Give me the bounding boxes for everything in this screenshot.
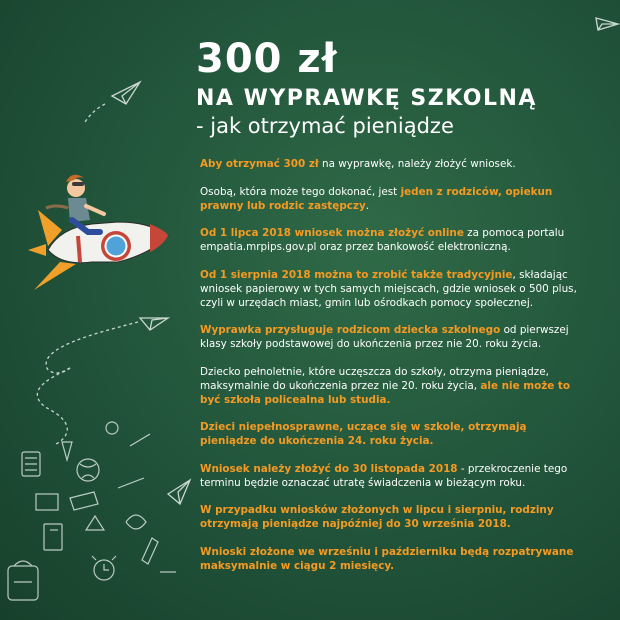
title-subject: NA WYPRAWKĘ SZKOLNĄ <box>196 86 537 111</box>
paragraph-1: Aby otrzymać 300 zł na wyprawkę, należy złożyć wniosek. <box>200 158 516 170</box>
paragraph-5: Wyprawka przysługuje rodzicom dziecka szkolnego od pierwszej klasy szkoły podstawowej do ukończenia przez nie 20. roku życia. <box>200 324 569 350</box>
paper-plane-icon <box>596 18 618 30</box>
paragraph-9: W przypadku wniosków złożonych w lipcu i sierpniu, rodziny otrzymają pieniądze najpóźniej do 30 września 2018. <box>200 504 554 530</box>
paragraph-7: Dzieci niepełnosprawne, uczące się w szkole, otrzymają pieniądze do ukończenia 24. roku życia. <box>200 421 527 447</box>
paragraph-2: Osobą, która może tego dokonać, jest jeden z rodziców, opiekun prawny lub rodzic zastępczy. <box>200 185 553 212</box>
paragraph-10: Wnioski złożone we wrześniu i październiku będą rozpatrywane maksymalnie w ciągu 2 miesięcy. <box>200 545 574 572</box>
paragraph-6: Dziecko pełnoletnie, które uczęszcza do szkoły, otrzyma pieniądze, maksymalnie do ukończenia przez nie 20. roku życia, ale nie może to być szkoła policealna lub studia. <box>200 365 571 406</box>
paragraph-3: Od 1 lipca 2018 wniosek można złożyć online za pomocą portalu empatia.mrpips.gov.pl oraz przez bankowość elektroniczną. <box>200 227 565 253</box>
school-doodles-icon <box>8 422 176 600</box>
info-paragraphs <box>200 157 584 586</box>
title-subtitle: - jak otrzymać pieniądze <box>196 114 454 138</box>
rocket-icon <box>28 210 168 290</box>
title-amount: 300 zł <box>196 36 338 82</box>
paper-plane-icon <box>85 82 140 122</box>
paragraph-8: Wniosek należy złożyć do 30 listopada 2018 - przekroczenie tego terminu będzie oznaczać utratę świadczenia w bieżącym roku. <box>200 462 568 489</box>
paper-plane-icon <box>37 318 168 444</box>
paper-plane-icon <box>168 480 190 504</box>
paragraph-4: Od 1 sierpnia 2018 można to zrobić także tradycyjnie, składając wniosek papierowy w tych samych miejscach, gdzie wniosek o 500 plus, czyli w urzędach miast, gmin lub ośrodkach pomocy społecznej. <box>200 268 577 309</box>
